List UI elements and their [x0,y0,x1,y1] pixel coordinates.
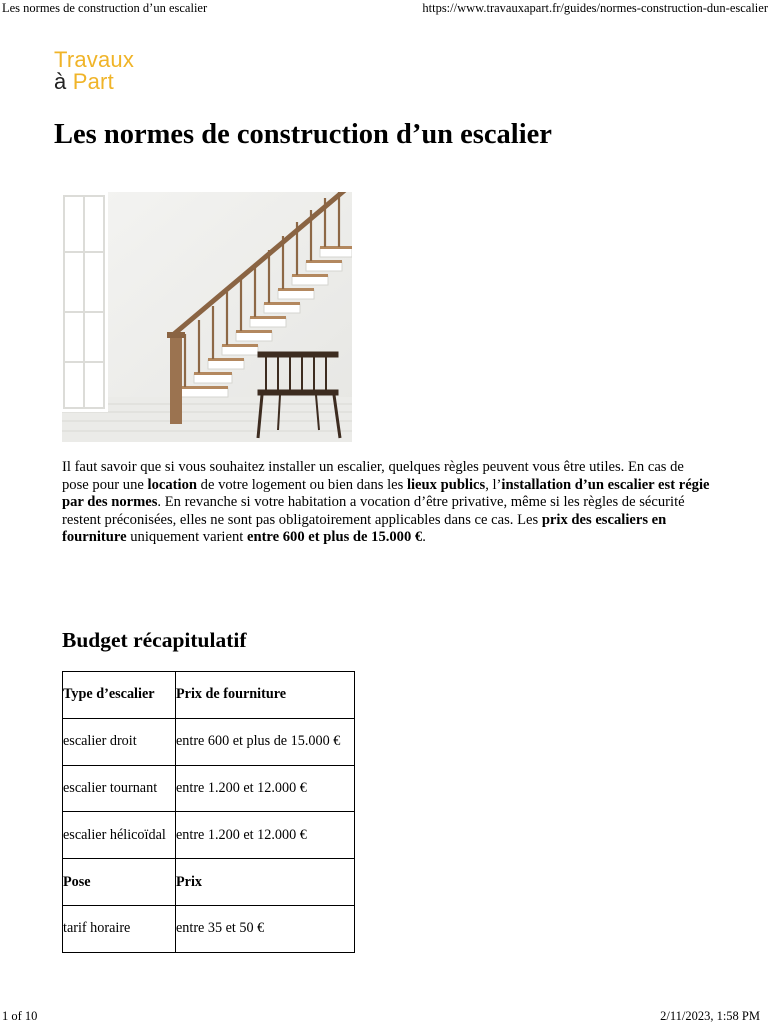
table-cell: entre 600 et plus de 15.000 € [176,718,355,765]
table-cell: tarif horaire [63,905,176,952]
print-url[interactable]: https://www.travauxapart.fr/guides/normes-construction-dun-escalier [422,1,768,15]
table-cell: escalier hélicoïdal [63,812,176,859]
table-row [63,718,355,765]
intro-text-2: de votre logement ou bien dans les [197,476,407,493]
intro-paragraph [62,459,712,547]
logo-line-1: Travaux [54,47,135,72]
table-header-row [63,859,355,906]
table-header-cell: Type d’escalier [63,672,176,719]
table-header-cell: Prix de fourniture [176,672,355,719]
print-datetime: 2/11/2023, 1:58 PM [660,1009,760,1023]
budget-heading: Budget récapitulatif [62,628,247,652]
intro-bold-location: location [147,476,197,493]
print-page-title: Les normes de construction d’un escalier [2,1,208,15]
page-title: Les normes de construction d’un escalier [54,119,552,150]
intro-text-4: . En revanche si votre habitation a vocation d’être privative, même si les règles de sécurité restent préconisées, elles ne sont pas obligatoirement applicables dans ce cas. Les [62,494,685,528]
table-header-cell: Pose [63,859,176,906]
intro-text-1: Il faut savoir que si vous souhaitez installer un escalier, quelques règles peuvent vous être utiles. En cas de pose pour une [62,459,684,493]
logo-word-part: Part [72,69,114,94]
table-header-cell: Prix [176,859,355,906]
logo-word-a: à [54,69,67,94]
table-header-row [63,672,355,719]
table-cell: escalier tournant [63,765,176,812]
page-count: 1 of 10 [2,1009,38,1023]
table-row [63,812,355,859]
logo-line-2 [54,71,134,93]
print-header [0,0,768,16]
table-cell: entre 35 et 50 € [176,905,355,952]
table-row [63,905,355,952]
table-row [63,765,355,812]
staircase-image [62,192,352,442]
intro-text-5: uniquement varient [126,529,247,545]
intro-bold-lieux-publics: lieux publics [406,476,486,493]
intro-bold-range: entre 600 et plus de 15.000 € [246,529,423,545]
site-logo[interactable] [54,49,134,93]
table-cell: entre 1.200 et 12.000 € [176,812,355,859]
table-cell: entre 1.200 et 12.000 € [176,765,355,812]
intro-text-3: , l’ [485,476,502,493]
intro-bold-installation: installation d’un escalier est régie par des normes [62,476,710,510]
budget-table [62,671,355,953]
intro-bold-prix: prix des escaliers en fourniture [62,511,667,545]
print-footer [0,1008,768,1024]
intro-text-6: . [422,529,426,545]
table-cell: escalier droit [63,718,176,765]
